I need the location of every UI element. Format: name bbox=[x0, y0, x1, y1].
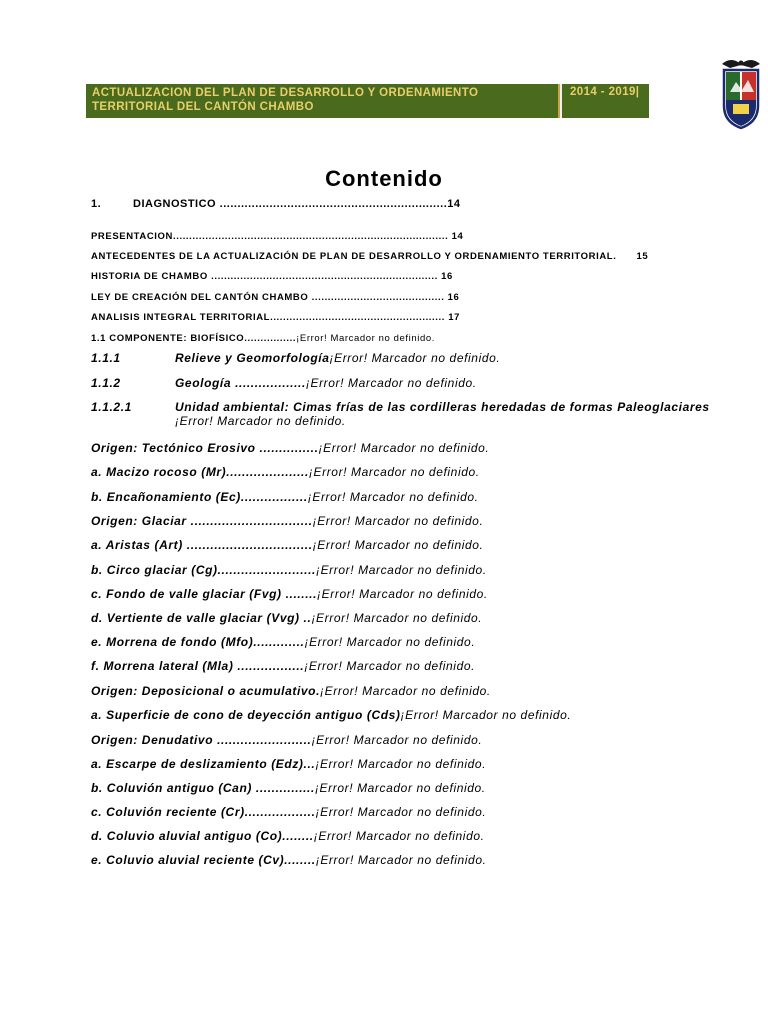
toc-entry-presentacion[interactable] bbox=[91, 231, 463, 242]
toc-error: ¡Error! Marcador no definido. bbox=[305, 376, 477, 390]
toc-text: Origen: Deposicional o acumulativo. bbox=[91, 684, 321, 698]
toc-entry-vertiente[interactable] bbox=[91, 611, 482, 625]
toc-entry-morrena-lateral[interactable] bbox=[91, 659, 475, 673]
toc-text: Relieve y Geomorfología bbox=[175, 351, 330, 365]
toc-error: ¡Error! Marcador no definido. bbox=[304, 635, 476, 649]
toc-entry-superficie-cono[interactable] bbox=[91, 708, 571, 722]
toc-error: ¡Error! Marcador no definido. bbox=[317, 587, 488, 601]
header-title: ACTUALIZACION DEL PLAN DE DESARROLLO Y ORDENAMIENTO TERRITORIAL DEL CANTÓN CHAMBO bbox=[86, 84, 560, 118]
document-header bbox=[86, 84, 649, 118]
toc-entry-fondo-valle[interactable] bbox=[91, 587, 488, 601]
toc-entry-1-1-1[interactable] bbox=[91, 351, 500, 365]
toc-number: 1.1.1 bbox=[91, 351, 121, 365]
toc-text: b. Coluvión antiguo (Can) ............... bbox=[91, 781, 315, 795]
toc-number: 1. bbox=[91, 198, 102, 210]
toc-error: ¡Error! Marcador no definido. bbox=[311, 611, 483, 625]
toc-entry-historia[interactable] bbox=[91, 271, 453, 282]
toc-error: ¡Error! Marcador no definido. bbox=[400, 708, 572, 722]
toc-text: Origen: Tectónico Erosivo ............... bbox=[91, 441, 319, 455]
toc-error: ¡Error! Marcador no definido. bbox=[175, 414, 346, 428]
toc-entry-circo-glaciar[interactable] bbox=[91, 563, 487, 577]
toc-entry-origen-glaciar[interactable] bbox=[91, 514, 483, 528]
toc-entry-morrena-fondo[interactable] bbox=[91, 635, 475, 649]
toc-entry-1[interactable] bbox=[91, 198, 461, 210]
toc-text: d. Coluvio aluvial antiguo (Co)........ bbox=[91, 829, 314, 843]
toc-text: a. Macizo rocoso (Mr)..................... bbox=[91, 465, 309, 479]
toc-error: ¡Error! Marcador no definido. bbox=[314, 781, 486, 795]
toc-error: ¡Error! Marcador no definido. bbox=[315, 853, 487, 867]
toc-text: PRESENTACION..................................................................................... 14 bbox=[91, 231, 464, 242]
toc-error: ¡Error! Marcador no definido. bbox=[312, 514, 484, 528]
toc-entry-analisis[interactable] bbox=[91, 312, 460, 323]
canton-crest-icon bbox=[718, 56, 764, 130]
toc-error: ¡Error! Marcador no definido. bbox=[318, 441, 490, 455]
toc-text: e. Coluvio aluvial reciente (Cv)........ bbox=[91, 853, 316, 867]
toc-text: e. Morrena de fondo (Mfo)............. bbox=[91, 635, 305, 649]
toc-entry-1-1-2-1[interactable] bbox=[91, 400, 710, 428]
toc-entry-encanonamiento[interactable] bbox=[91, 490, 479, 504]
toc-entry-coluvion-antiguo[interactable] bbox=[91, 781, 486, 795]
toc-text: ANTECEDENTES DE LA ACTUALIZACIÓN DE PLAN DE DESARROLLO Y ORDENAMIENTO TERRITORIAL. bbox=[91, 251, 617, 262]
toc-error: ¡Error! Marcador no definido. bbox=[315, 757, 487, 771]
toc-entry-macizo[interactable] bbox=[91, 465, 480, 479]
toc-text: Origen: Glaciar ............................... bbox=[91, 514, 313, 528]
toc-page: 14 bbox=[447, 198, 461, 210]
toc-entry-coluvion-reciente[interactable] bbox=[91, 805, 486, 819]
page-title: Contenido bbox=[325, 166, 443, 191]
toc-number: 1.1.2.1 bbox=[91, 400, 132, 414]
toc-text: 1.1 COMPONENTE: BIOFÍSICO................ bbox=[91, 333, 297, 344]
toc-entry-ley[interactable] bbox=[91, 292, 459, 303]
toc-text: a. Escarpe de deslizamiento (Edz)... bbox=[91, 757, 316, 771]
toc-error: ¡Error! Marcador no definido. bbox=[307, 490, 479, 504]
toc-entry-escarpe[interactable] bbox=[91, 757, 486, 771]
toc-error: ¡Error! Marcador no definido. bbox=[315, 563, 487, 577]
toc-number: 1.1.2 bbox=[91, 376, 121, 390]
toc-text: DIAGNOSTICO ................................................................ bbox=[133, 198, 448, 210]
toc-text: b. Circo glaciar (Cg)......................... bbox=[91, 563, 316, 577]
toc-text: HISTORIA DE CHAMBO ...................................................................... 16 bbox=[91, 271, 453, 282]
toc-text: c. Coluvión reciente (Cr).................. bbox=[91, 805, 316, 819]
toc-text: LEY DE CREACIÓN DEL CANTÓN CHAMBO ......................................... 16 bbox=[91, 292, 460, 303]
toc-error: ¡Error! Marcador no definido. bbox=[313, 829, 485, 843]
toc-error: ¡Error! Marcador no definido. bbox=[329, 351, 501, 365]
toc-entry-coluvio-aluvial-antiguo[interactable] bbox=[91, 829, 485, 843]
toc-entry-origen-denudativo[interactable] bbox=[91, 733, 482, 747]
toc-error: ¡Error! Marcador no definido. bbox=[308, 465, 480, 479]
toc-entry-origen-tectonico[interactable] bbox=[91, 441, 489, 455]
toc-text: Unidad ambiental: Cimas frías de las cordilleras heredadas de formas Paleoglaciares bbox=[175, 400, 710, 414]
toc-text: d. Vertiente de valle glaciar (Vvg) .. bbox=[91, 611, 312, 625]
header-years: 2014 - 2019| bbox=[560, 84, 649, 118]
toc-text: Origen: Denudativo ........................ bbox=[91, 733, 312, 747]
toc-entry-coluvio-aluvial-reciente[interactable] bbox=[91, 853, 487, 867]
toc-entry-1-1-2[interactable] bbox=[91, 376, 477, 390]
toc-entry-antecedentes[interactable] bbox=[91, 251, 648, 262]
toc-text: Geología .................. bbox=[175, 376, 306, 390]
toc-error: ¡Error! Marcador no definido. bbox=[315, 805, 487, 819]
toc-entry-origen-deposicional[interactable] bbox=[91, 684, 491, 698]
toc-error: ¡Error! Marcador no definido. bbox=[304, 659, 476, 673]
toc-error: ¡Error! Marcador no definido. bbox=[320, 684, 491, 698]
toc-text: a. Superficie de cono de deyección antiguo (Cds) bbox=[91, 708, 401, 722]
toc-page: 15 bbox=[636, 251, 649, 262]
toc-text: c. Fondo de valle glaciar (Fvg) ........ bbox=[91, 587, 318, 601]
toc-text: b. Encañonamiento (Ec)................. bbox=[91, 490, 308, 504]
toc-entry-componente[interactable] bbox=[91, 333, 435, 344]
toc-entry-aristas[interactable] bbox=[91, 538, 483, 552]
toc-error: ¡Error! Marcador no definido. bbox=[296, 333, 435, 344]
toc-error: ¡Error! Marcador no definido. bbox=[311, 733, 483, 747]
toc-error: ¡Error! Marcador no definido. bbox=[312, 538, 484, 552]
toc-text: ANALISIS INTEGRAL TERRITORIAL...................................................... 17 bbox=[91, 312, 461, 323]
toc-text: a. Aristas (Art) ................................ bbox=[91, 538, 313, 552]
toc-text: f. Morrena lateral (Mla) ................. bbox=[91, 659, 305, 673]
